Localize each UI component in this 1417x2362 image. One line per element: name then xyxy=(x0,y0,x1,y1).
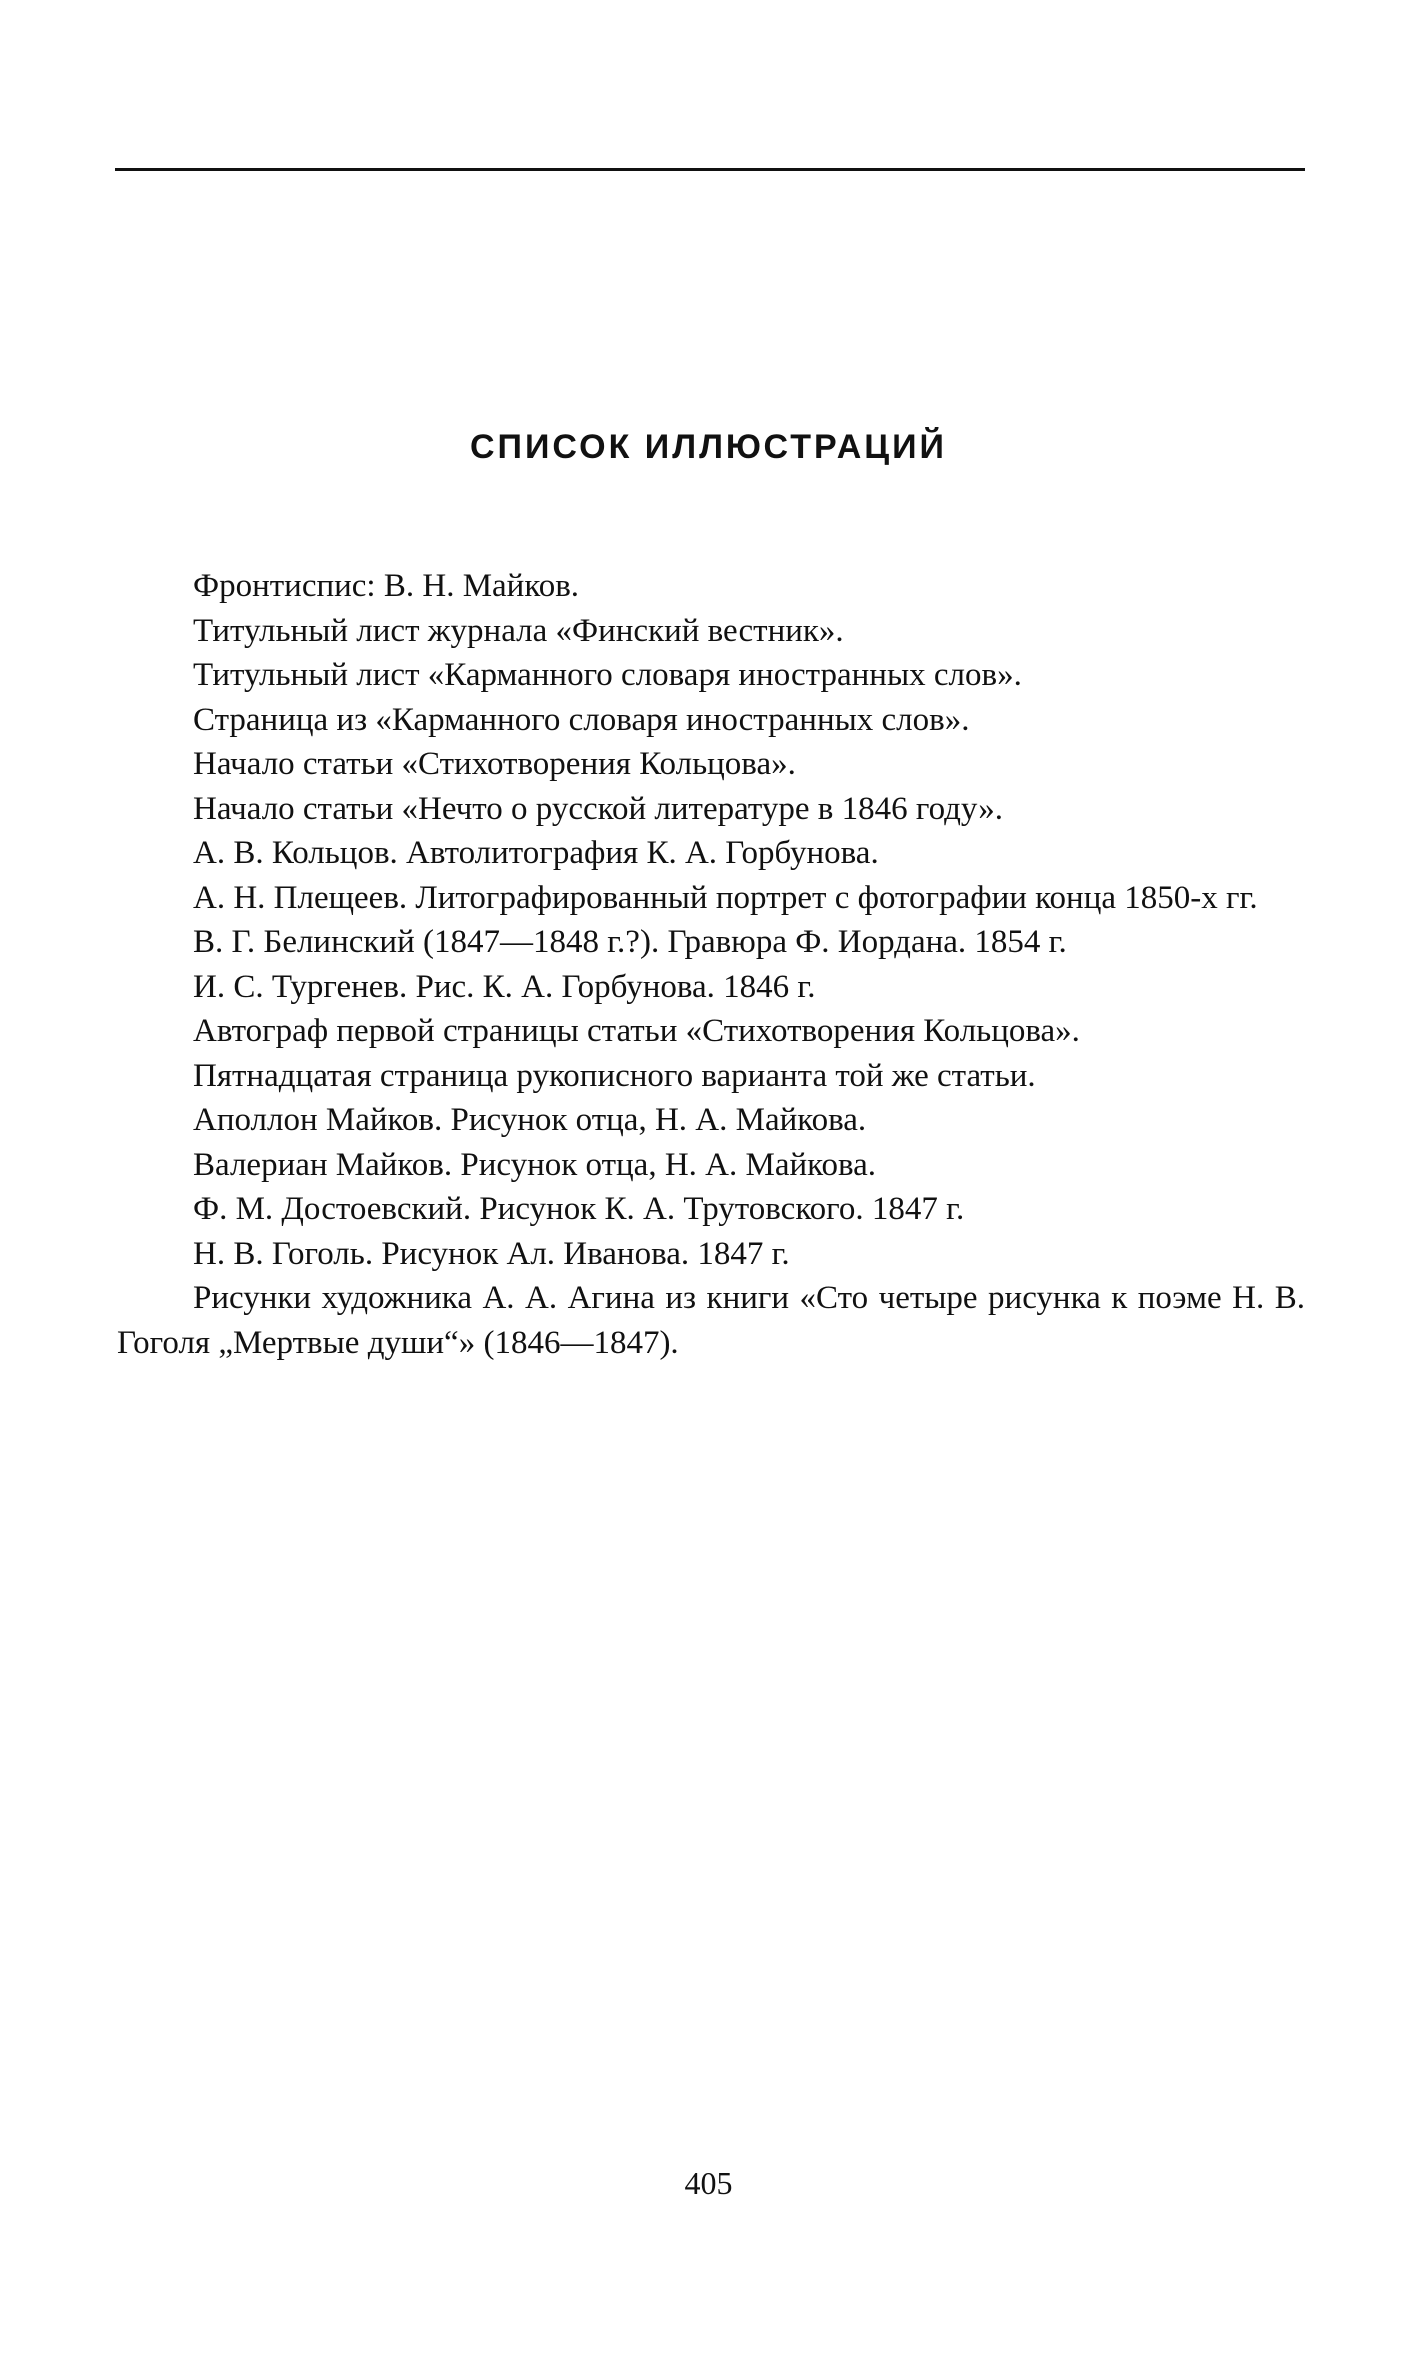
list-item: И. С. Тургенев. Рис. К. А. Горбунова. 1846 г. xyxy=(193,968,816,1005)
list-item: Начало статьи «Стихотворения Кольцова». xyxy=(193,746,796,782)
list-item: Пятнадцатая страница рукописного варианта той же статьи. xyxy=(193,1057,1036,1094)
list-item: Страница из «Карманного словаря иностранных слов». xyxy=(193,701,970,738)
list-item: Фронтиспис: В. Н. Майков. xyxy=(193,568,580,604)
list-item: Валериан Майков. Рисунок отца, Н. А. Майкова. xyxy=(193,1146,877,1183)
illustration-list xyxy=(117,564,1305,1365)
page-title: СПИСОК ИЛЛЮСТРАЦИЙ xyxy=(470,428,947,466)
list-item: Начало статьи «Нечто о русской литературе в 1846 году». xyxy=(193,790,1003,827)
list-item: Аполлон Майков. Рисунок отца, Н. А. Майкова. xyxy=(193,1102,867,1138)
list-item: Титульный лист журнала «Финский вестник». xyxy=(193,612,844,649)
list-item: Рисунки художника А. А. Агина из книги «Сто четыре рисунка к поэме Н. В. Гоголя „Мертвые души“» (1846—1847). xyxy=(117,1280,1305,1361)
list-item: Ф. М. Достоевский. Рисунок К. А. Трутовского. 1847 г. xyxy=(193,1191,965,1227)
list-item: Н. В. Гоголь. Рисунок Ал. Иванова. 1847 г. xyxy=(193,1235,790,1272)
page-number: 405 xyxy=(684,2165,733,2201)
list-item: Титульный лист «Карманного словаря иностранных слов». xyxy=(193,657,1022,693)
list-item: А. В. Кольцов. Автолитография К. А. Горбунова. xyxy=(193,835,879,871)
top-rule xyxy=(115,168,1305,171)
list-item: А. Н. Плещеев. Литографированный портрет с фотографии конца 1850-х гг. xyxy=(193,879,1258,916)
list-item: Автограф первой страницы статьи «Стихотворения Кольцова». xyxy=(193,1013,1080,1049)
list-item: В. Г. Белинский (1847—1848 г.?). Гравюра Ф. Иордана. 1854 г. xyxy=(193,924,1067,960)
